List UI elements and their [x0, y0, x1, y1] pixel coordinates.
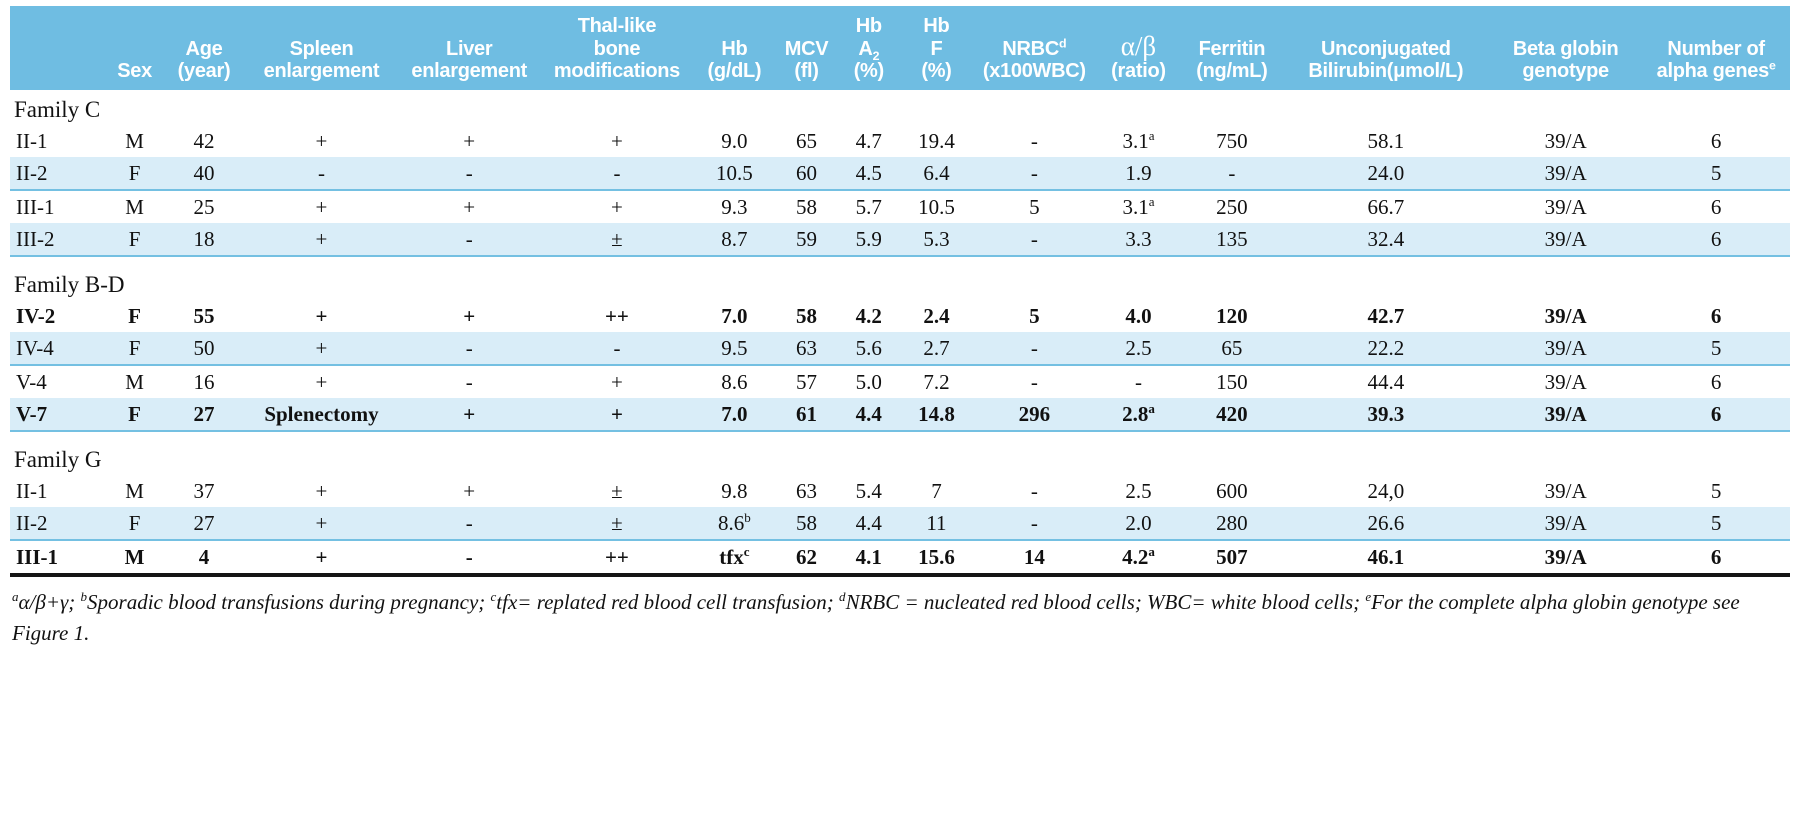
- table-cell-thal: +: [540, 398, 693, 431]
- column-header-line: NRBC$^d$: [1002, 35, 1067, 60]
- table-cell-genotype: 39/A: [1489, 190, 1642, 223]
- table-cell-hba2: 4.5: [838, 157, 900, 190]
- column-header-sex: [106, 6, 163, 90]
- table-cell-liver: -: [398, 332, 540, 365]
- table-cell-hbf: 19.4: [900, 125, 973, 157]
- column-header-hb: [693, 6, 775, 90]
- table-cell-bili: 58.1: [1283, 125, 1489, 157]
- table-cell-id: III-2: [10, 223, 106, 256]
- column-header-hbf: [900, 6, 973, 90]
- table-cell-id: II-1: [10, 125, 106, 157]
- column-header-line: modifications: [553, 60, 680, 83]
- column-header-line: $A_2$: [858, 37, 880, 63]
- column-header-line: Thal-like: [577, 15, 657, 37]
- table-cell-hba2: 5.7: [838, 190, 900, 223]
- table-cell-thal: -: [540, 332, 693, 365]
- table-cell-hbf: 10.5: [900, 190, 973, 223]
- column-header-thal: [540, 6, 693, 90]
- table-cell-liver: -: [398, 365, 540, 398]
- table-cell-ab: 4.0: [1096, 300, 1181, 332]
- table-body: [10, 90, 1790, 573]
- table-cell-nrbc: -: [973, 365, 1096, 398]
- table-cell-spleen: +: [245, 507, 398, 540]
- table-cell-sex: M: [106, 365, 163, 398]
- table-cell-thal: ±: [540, 475, 693, 507]
- table-cell-id: IV-4: [10, 332, 106, 365]
- table-cell-liver: +: [398, 190, 540, 223]
- table-cell-ferritin: 750: [1181, 125, 1282, 157]
- table-cell-id: V-7: [10, 398, 106, 431]
- table-cell-mcv: 58: [775, 507, 837, 540]
- table-cell-alpha: 6: [1642, 398, 1790, 431]
- column-header-line: (ng/mL): [1196, 60, 1268, 83]
- table-cell-liver: -: [398, 540, 540, 573]
- table-cell-bili: 42.7: [1283, 300, 1489, 332]
- table-cell-spleen: -: [245, 157, 398, 190]
- table-cell-bili: 39.3: [1283, 398, 1489, 431]
- table-cell-sex: F: [106, 332, 163, 365]
- table-cell-genotype: 39/A: [1489, 365, 1642, 398]
- table-cell-hbf: 11: [900, 507, 973, 540]
- column-header-line: Hb: [923, 15, 950, 37]
- table-cell-alpha: 5: [1642, 332, 1790, 365]
- table-cell-ab: 2.5: [1096, 332, 1181, 365]
- table-row: [10, 125, 1790, 157]
- table-cell-hbf: 2.4: [900, 300, 973, 332]
- table-cell-age: 40: [163, 157, 245, 190]
- table-cell-genotype: 39/A: [1489, 398, 1642, 431]
- column-header-line: (%): [921, 60, 952, 83]
- table-cell-hb: 9.3: [693, 190, 775, 223]
- table-cell-mcv: 58: [775, 190, 837, 223]
- table-row: [10, 157, 1790, 190]
- footnotes: $^a$α/β+γ; $^b$Sporadic blood transfusions during pregnancy; $^c$tfx= replated red blood cell transfusion; $^d$NRBC = nucleated red blood cells; WBC= white blood cells; $^e$For the complete alpha globin genotype see Figure 1.: [12, 588, 1740, 646]
- table-cell-age: 37: [163, 475, 245, 507]
- table-cell-id: III-1: [10, 190, 106, 223]
- table-cell-mcv: 62: [775, 540, 837, 573]
- table-row: [10, 475, 1790, 507]
- table-cell-liver: -: [398, 223, 540, 256]
- table-cell-ferritin: 420: [1181, 398, 1282, 431]
- table-cell-id: V-4: [10, 365, 106, 398]
- table-cell-sex: F: [106, 300, 163, 332]
- table-cell-age: 42: [163, 125, 245, 157]
- table-cell-ab: 2.5: [1096, 475, 1181, 507]
- column-header-line: bone: [593, 37, 641, 60]
- table-cell-sex: F: [106, 507, 163, 540]
- column-header-line: enlargement: [411, 60, 528, 83]
- column-header-line: alpha genes$^e$: [1656, 58, 1776, 83]
- table-cell-ab: 2.0: [1096, 507, 1181, 540]
- table-cell-bili: 26.6: [1283, 507, 1489, 540]
- column-header-age: [163, 6, 245, 90]
- column-header-liver: [398, 6, 540, 90]
- table-cell-hba2: 4.4: [838, 507, 900, 540]
- column-header-line: Number of: [1667, 37, 1765, 60]
- table-cell-alpha: 6: [1642, 300, 1790, 332]
- table-cell-hba2: 5.6: [838, 332, 900, 365]
- table-cell-nrbc: -: [973, 475, 1096, 507]
- table-cell-ferritin: 135: [1181, 223, 1282, 256]
- table-cell-spleen: +: [245, 223, 398, 256]
- table-cell-alpha: 6: [1642, 223, 1790, 256]
- table-cell-genotype: 39/A: [1489, 125, 1642, 157]
- section-label: Family B-D: [10, 256, 1790, 300]
- table-cell-ab: 3.1$^a$: [1096, 190, 1181, 223]
- column-header-line: Ferritin: [1198, 37, 1266, 60]
- table-cell-mcv: 61: [775, 398, 837, 431]
- table-cell-liver: +: [398, 398, 540, 431]
- column-header-line: Hb: [855, 15, 882, 37]
- column-header-genotype: [1489, 6, 1642, 90]
- table-cell-sex: M: [106, 190, 163, 223]
- table-cell-alpha: 6: [1642, 540, 1790, 573]
- table-cell-alpha: 6: [1642, 190, 1790, 223]
- table-cell-id: II-2: [10, 157, 106, 190]
- table-cell-mcv: 58: [775, 300, 837, 332]
- column-header-line: Sex: [117, 60, 152, 83]
- table-row: [10, 300, 1790, 332]
- table-cell-hba2: 4.2: [838, 300, 900, 332]
- column-header-line: (year): [177, 60, 231, 83]
- section-label: Family G: [10, 431, 1790, 475]
- table-cell-hbf: 7.2: [900, 365, 973, 398]
- table-cell-sex: F: [106, 223, 163, 256]
- column-header-line: Age: [185, 37, 223, 60]
- table-cell-id: III-1: [10, 540, 106, 573]
- table-cell-hbf: 7: [900, 475, 973, 507]
- table-cell-mcv: 63: [775, 475, 837, 507]
- table-cell-spleen: +: [245, 125, 398, 157]
- table-cell-spleen: Splenectomy: [245, 398, 398, 431]
- column-header-alpha: [1642, 6, 1790, 90]
- column-header-ab: [1096, 6, 1181, 90]
- table-cell-alpha: 6: [1642, 125, 1790, 157]
- table-cell-ferritin: 150: [1181, 365, 1282, 398]
- table-cell-mcv: 63: [775, 332, 837, 365]
- table-cell-genotype: 39/A: [1489, 223, 1642, 256]
- column-header-spleen: [245, 6, 398, 90]
- column-header-mcv: [775, 6, 837, 90]
- table-cell-hba2: 4.7: [838, 125, 900, 157]
- table-cell-nrbc: 5: [973, 190, 1096, 223]
- table-cell-age: 18: [163, 223, 245, 256]
- table-cell-hb: tfx$^c$: [693, 540, 775, 573]
- table-cell-thal: ++: [540, 300, 693, 332]
- table-cell-genotype: 39/A: [1489, 507, 1642, 540]
- column-header-line: (ratio): [1111, 60, 1166, 83]
- table-row: [10, 332, 1790, 365]
- table-cell-mcv: 60: [775, 157, 837, 190]
- table-row: [10, 398, 1790, 431]
- table-cell-hba2: 5.0: [838, 365, 900, 398]
- table-cell-liver: +: [398, 475, 540, 507]
- table-cell-hb: 10.5: [693, 157, 775, 190]
- table-cell-bili: 32.4: [1283, 223, 1489, 256]
- table-cell-sex: M: [106, 125, 163, 157]
- table-cell-thal: ±: [540, 223, 693, 256]
- table-cell-liver: +: [398, 300, 540, 332]
- section-row: [10, 256, 1790, 300]
- header-row: [10, 6, 1790, 90]
- table-cell-id: IV-2: [10, 300, 106, 332]
- table-cell-mcv: 65: [775, 125, 837, 157]
- table-cell-hb: 9.8: [693, 475, 775, 507]
- table-cell-liver: +: [398, 125, 540, 157]
- table-cell-ferritin: 120: [1181, 300, 1282, 332]
- table-cell-bili: 24,0: [1283, 475, 1489, 507]
- column-header-hba2: [838, 6, 900, 90]
- table-cell-sex: M: [106, 475, 163, 507]
- table-cell-ferritin: 280: [1181, 507, 1282, 540]
- table-cell-genotype: 39/A: [1489, 540, 1642, 573]
- table-cell-hb: 9.5: [693, 332, 775, 365]
- table-cell-ferritin: 507: [1181, 540, 1282, 573]
- column-header-nrbc: [973, 6, 1096, 90]
- column-header-line: Unconjugated: [1320, 37, 1451, 60]
- table-cell-bili: 46.1: [1283, 540, 1489, 573]
- table-cell-hbf: 6.4: [900, 157, 973, 190]
- table-cell-hba2: 5.4: [838, 475, 900, 507]
- table-cell-spleen: +: [245, 540, 398, 573]
- table-cell-alpha: 6: [1642, 365, 1790, 398]
- table-cell-spleen: +: [245, 365, 398, 398]
- table-cell-id: II-2: [10, 507, 106, 540]
- table-cell-sex: M: [106, 540, 163, 573]
- column-header-id: [10, 6, 106, 90]
- table-cell-hb: 8.6: [693, 365, 775, 398]
- table-cell-hba2: 4.4: [838, 398, 900, 431]
- table-cell-age: 25: [163, 190, 245, 223]
- table-row: [10, 507, 1790, 540]
- table-cell-mcv: 57: [775, 365, 837, 398]
- table-cell-age: 55: [163, 300, 245, 332]
- table-cell-hbf: 14.8: [900, 398, 973, 431]
- table-cell-nrbc: -: [973, 125, 1096, 157]
- table-cell-nrbc: -: [973, 157, 1096, 190]
- table-row: [10, 190, 1790, 223]
- table-cell-genotype: 39/A: [1489, 300, 1642, 332]
- column-header-line: (fl): [794, 60, 819, 83]
- hematology-table: [10, 6, 1790, 573]
- table-row: [10, 365, 1790, 398]
- table-cell-age: 27: [163, 398, 245, 431]
- table-cell-spleen: +: [245, 300, 398, 332]
- column-header-line: Beta globin: [1512, 37, 1619, 60]
- table-cell-nrbc: 296: [973, 398, 1096, 431]
- table-cell-liver: -: [398, 507, 540, 540]
- table-cell-thal: +: [540, 190, 693, 223]
- table-cell-nrbc: 5: [973, 300, 1096, 332]
- table-cell-alpha: 5: [1642, 157, 1790, 190]
- table-cell-hb: 9.0: [693, 125, 775, 157]
- table-cell-bili: 24.0: [1283, 157, 1489, 190]
- table-cell-age: 4: [163, 540, 245, 573]
- section-row: [10, 90, 1790, 125]
- table-cell-bili: 44.4: [1283, 365, 1489, 398]
- table-cell-ab: 4.2$^a$: [1096, 540, 1181, 573]
- table-cell-thal: ++: [540, 540, 693, 573]
- table-cell-ferritin: 600: [1181, 475, 1282, 507]
- column-header-line: Liver: [446, 37, 493, 60]
- column-header-line: Spleen: [289, 37, 354, 60]
- table-row: [10, 223, 1790, 256]
- table-cell-spleen: +: [245, 475, 398, 507]
- table-cell-age: 16: [163, 365, 245, 398]
- section-label: Family C: [10, 90, 1790, 125]
- table-cell-alpha: 5: [1642, 507, 1790, 540]
- table-cell-spleen: +: [245, 190, 398, 223]
- column-header-ferritin: [1181, 6, 1282, 90]
- table-cell-hb: 8.7: [693, 223, 775, 256]
- table-cell-hb: 7.0: [693, 300, 775, 332]
- table-cell-hba2: 4.1: [838, 540, 900, 573]
- table-cell-ab: 1.9: [1096, 157, 1181, 190]
- section-row: [10, 431, 1790, 475]
- column-header-line: MCV: [784, 37, 829, 60]
- table-cell-ab: 2.8$^a$: [1096, 398, 1181, 431]
- column-header-line: α/β: [1120, 31, 1157, 62]
- table-cell-bili: 22.2: [1283, 332, 1489, 365]
- table-cell-ferritin: 250: [1181, 190, 1282, 223]
- table-cell-hbf: 2.7: [900, 332, 973, 365]
- table-cell-thal: -: [540, 157, 693, 190]
- table-cell-age: 50: [163, 332, 245, 365]
- column-header-bili: [1283, 6, 1489, 90]
- table-cell-nrbc: 14: [973, 540, 1096, 573]
- table-cell-genotype: 39/A: [1489, 157, 1642, 190]
- table-cell-spleen: +: [245, 332, 398, 365]
- column-header-line: Hb: [721, 37, 748, 60]
- table-cell-hb: 8.6$^b$: [693, 507, 775, 540]
- table-cell-ab: 3.1$^a$: [1096, 125, 1181, 157]
- table-cell-thal: +: [540, 125, 693, 157]
- column-header-line: Bilirubin(μmol/L): [1308, 60, 1464, 83]
- table-cell-hba2: 5.9: [838, 223, 900, 256]
- table-cell-nrbc: -: [973, 507, 1096, 540]
- table-cell-sex: F: [106, 398, 163, 431]
- table-cell-ferritin: -: [1181, 157, 1282, 190]
- table-cell-hb: 7.0: [693, 398, 775, 431]
- table-cell-ab: -: [1096, 365, 1181, 398]
- column-header-line: (x100WBC): [982, 60, 1086, 83]
- column-header-line: (g/dL): [707, 60, 762, 83]
- table-cell-thal: +: [540, 365, 693, 398]
- table-cell-genotype: 39/A: [1489, 332, 1642, 365]
- column-header-line: genotype: [1522, 60, 1609, 83]
- column-header-line: enlargement: [263, 60, 380, 83]
- table-cell-hbf: 15.6: [900, 540, 973, 573]
- table-cell-age: 27: [163, 507, 245, 540]
- table-cell-sex: F: [106, 157, 163, 190]
- table-cell-bili: 66.7: [1283, 190, 1489, 223]
- table-cell-mcv: 59: [775, 223, 837, 256]
- table-cell-nrbc: -: [973, 332, 1096, 365]
- table-cell-liver: -: [398, 157, 540, 190]
- column-header-line: (%): [853, 60, 884, 83]
- table-row: [10, 540, 1790, 573]
- table-cell-nrbc: -: [973, 223, 1096, 256]
- table-cell-ferritin: 65: [1181, 332, 1282, 365]
- table-cell-hbf: 5.3: [900, 223, 973, 256]
- table-header: [10, 6, 1790, 90]
- table-cell-id: II-1: [10, 475, 106, 507]
- table-cell-ab: 3.3: [1096, 223, 1181, 256]
- column-header-line: F: [930, 37, 943, 60]
- table-cell-genotype: 39/A: [1489, 475, 1642, 507]
- table-cell-thal: ±: [540, 507, 693, 540]
- table-cell-alpha: 5: [1642, 475, 1790, 507]
